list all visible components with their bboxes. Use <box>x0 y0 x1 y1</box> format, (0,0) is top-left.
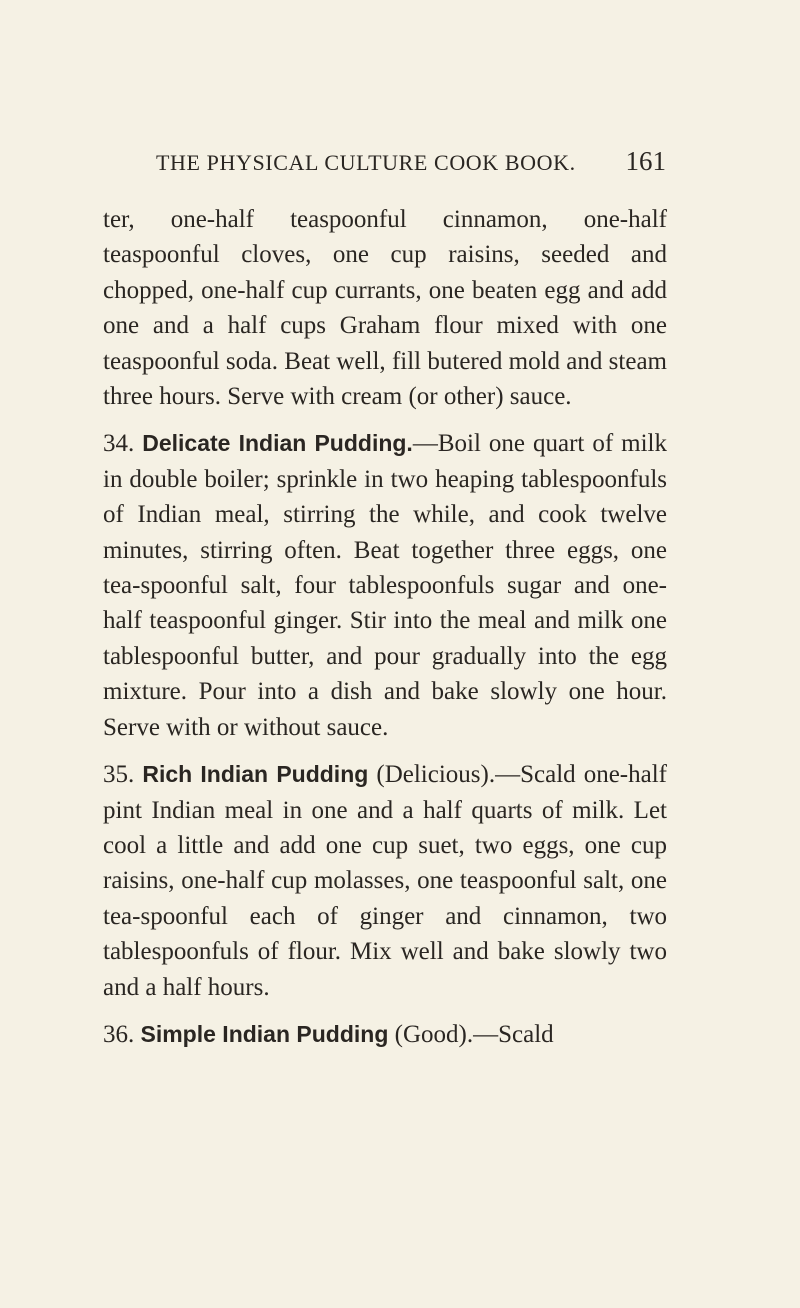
running-head <box>156 146 666 177</box>
continuation-paragraph <box>103 202 667 414</box>
paragraph-text: ter, one-half teaspoonful cinnamon, one-half teaspoonful cloves, one cup raisins, seeded and chopped, one-half cup currants, one beaten egg and add one and a half cups Graham flour mixed with one teaspoonful soda. Beat well, fill butered mold and steam three hours. Serve with cream (or other) sauce. <box>103 206 667 411</box>
body-text <box>103 202 667 1052</box>
running-title: THE PHYSICAL CULTURE COOK BOOK. <box>156 150 576 175</box>
paragraph-text: —Scald one-half pint Indian meal in one and a half quarts of milk. Let cool a little and add one cup suet, two eggs, one cup raisins, one-half cup molasses, one teaspoonful salt, one tea-spoonful each of ginger and cinnamon, two tablespoonfuls of flour. Mix well and bake slowly two and a half hours. <box>103 761 667 1001</box>
recipe-number: 36. <box>103 1020 135 1048</box>
recipe-paragraph-34 <box>103 426 667 745</box>
recipe-title: Rich Indian Pudding <box>142 761 369 788</box>
paragraph-text: —Boil one quart of milk in double boiler; sprinkle in two heaping tablespoonfuls of Indian meal, stirring the while, and cook twelve minutes, stirring often. Beat together three eggs, one tea-spoonful salt, four tablespoonfuls sugar and one-half teaspoonful ginger. Stir into the meal and milk one tablespoonful butter, and pour gradually into the egg mixture. Pour into a dish and bake slowly one hour. Serve with or without sauce. <box>103 430 667 741</box>
recipe-paragraph-35 <box>103 757 667 1005</box>
paragraph-text: —Scald <box>473 1020 554 1048</box>
recipe-paragraph-36 <box>103 1017 667 1052</box>
page-number: 161 <box>625 146 666 176</box>
recipe-title: Simple Indian Pudding <box>140 1020 389 1047</box>
recipe-subtitle: (Delicious). <box>376 761 496 789</box>
recipe-subtitle: (Good). <box>394 1020 474 1048</box>
recipe-number: 35. <box>103 761 135 789</box>
recipe-number: 34. <box>103 430 135 458</box>
recipe-title: Delicate Indian Pudding. <box>142 430 413 457</box>
